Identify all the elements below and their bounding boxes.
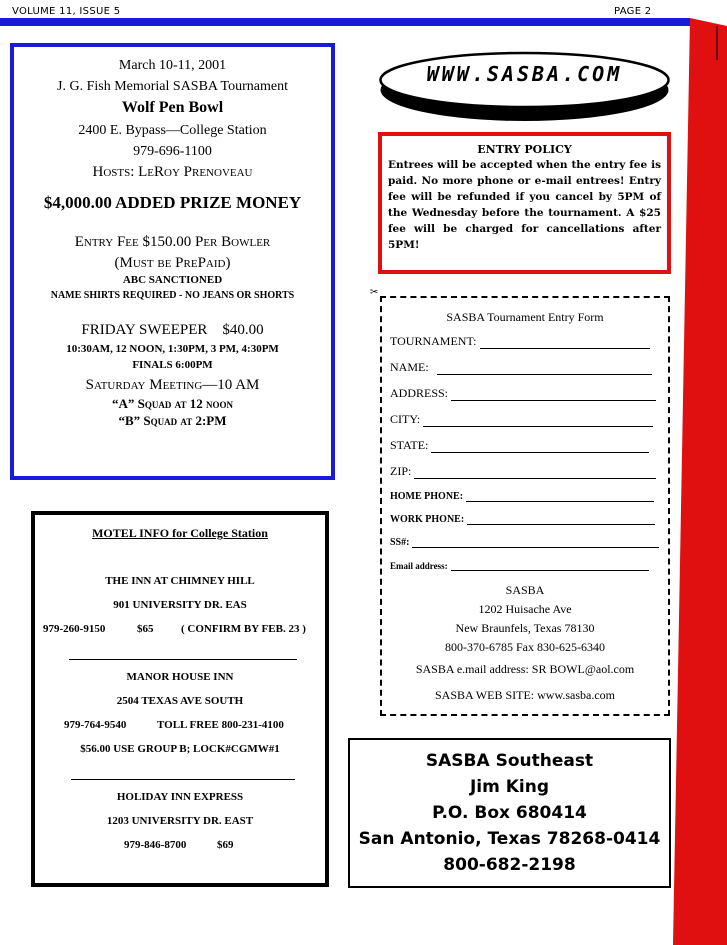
ss-field[interactable] <box>390 536 659 548</box>
motel-1-address: 901 UNIVERSITY DR. EAS <box>113 599 247 611</box>
sasba-org: SASBA <box>505 583 545 597</box>
southeast-title: SASBA Southeast <box>425 751 594 771</box>
dress-code: NAME SHIRTS REQUIRED - NO JEANS OR SHORTS <box>50 290 295 302</box>
ss-line[interactable] <box>412 536 659 548</box>
tournament-name: J. G. Fish Memorial SASBA Tournament <box>57 78 288 94</box>
ss-label: SS#: <box>390 537 410 548</box>
hosts: Hosts: LeRoy Prenoveau <box>92 164 253 180</box>
divider <box>71 779 295 780</box>
home-phone-field[interactable] <box>390 490 654 502</box>
motel-2-note: $56.00 USE GROUP B; LOCK#CGMW#1 <box>80 743 280 755</box>
prize-money: $4,000.00 ADDED PRIZE MONEY <box>43 192 302 212</box>
email-line[interactable] <box>451 559 649 571</box>
name-label: NAME: <box>390 360 429 374</box>
motel-3-address: 1203 UNIVERSITY DR. EAST <box>106 815 254 827</box>
email-label: Email address: <box>390 561 448 571</box>
entry-policy-text: Entrees will be accepted when the entry fee is paid. No more phone or e-mail entrees! Entry fee will be refunded if you cancel by 5PM of the Wednesday before the tournament. A $25 fee will be charged for cancellations after 5PM! <box>388 159 661 251</box>
prepaid-note: (Must be PrePaid) <box>114 254 231 271</box>
scissors-icon: ✂ <box>370 287 379 298</box>
squad-a: “A” Squad at 12 noon <box>112 395 233 411</box>
motel-2-address: 2504 TEXAS AVE SOUTH <box>116 695 244 707</box>
home-phone-line[interactable] <box>466 490 654 502</box>
name-field[interactable] <box>390 360 652 375</box>
southeast-contact: Jim King <box>469 777 550 797</box>
motel-info-box <box>31 511 329 887</box>
southeast-po-box: P.O. Box 680414 <box>432 803 587 823</box>
address-line[interactable] <box>451 389 656 401</box>
home-phone-label: HOME PHONE: <box>390 491 464 502</box>
state-field[interactable] <box>390 438 649 453</box>
sasba-phones: 800-370-6785 Fax 830-625-6340 <box>445 640 605 654</box>
event-dates: March 10-11, 2001 <box>118 58 227 73</box>
southeast-city: San Antonio, Texas 78268-0414 <box>358 829 661 849</box>
entry-policy-title: ENTRY POLICY <box>477 143 572 156</box>
city-field[interactable] <box>390 412 653 427</box>
volume-label: VOLUME 11, ISSUE 5 <box>12 6 121 17</box>
tournament-label: TOURNAMENT: <box>390 334 477 348</box>
venue-address: 2400 E. Bypass—College Station <box>78 123 267 138</box>
abc-sanctioned: ABC SANCTIONED <box>122 273 223 286</box>
state-line[interactable] <box>431 441 649 453</box>
sasba-citystate: New Braunfels, Texas 78130 <box>455 621 595 635</box>
address-field[interactable] <box>390 386 656 401</box>
entry-form <box>380 296 670 716</box>
motel-3-name: HOLIDAY INN EXPRESS <box>116 791 244 803</box>
event-info-box <box>10 43 335 480</box>
city-line[interactable] <box>423 415 653 427</box>
website-link[interactable]: WWW.SASBA.COM <box>426 62 623 86</box>
city-label: CITY: <box>390 412 421 426</box>
sasba-address <box>382 581 668 657</box>
motel-2-name: MANOR HOUSE INN <box>126 671 234 683</box>
tournament-line[interactable] <box>480 337 650 349</box>
zip-field[interactable] <box>390 464 656 479</box>
motel-title: MOTEL INFO for College Station <box>92 526 268 540</box>
venue-phone: 979-696-1100 <box>133 143 212 159</box>
zip-line[interactable] <box>414 467 656 479</box>
venue-name: Wolf Pen Bowl <box>121 99 224 116</box>
saturday-meeting: Saturday Meeting—10 AM <box>85 377 260 393</box>
sasba-southeast-box <box>348 738 671 888</box>
sweeper-times: 10:30AM, 12 NOON, 1:30PM, 3 PM, 4:30PM <box>66 342 279 355</box>
motel-2-tollfree: TOLL FREE 800-231-4100 <box>157 719 284 731</box>
friday-sweeper: FRIDAY SWEEPER $40.00 <box>81 321 264 338</box>
motel-2-phone: 979-764-9540 <box>64 719 127 731</box>
work-phone-line[interactable] <box>467 513 655 525</box>
divider <box>69 659 297 660</box>
finals-time: FINALS 6:00PM <box>132 359 213 372</box>
zip-label: ZIP: <box>390 464 412 478</box>
work-phone-label: WORK PHONE: <box>390 514 465 525</box>
state-label: STATE: <box>390 438 429 452</box>
page-number: PAGE 2 <box>614 6 652 17</box>
entry-form-title: SASBA Tournament Entry Form <box>446 310 604 324</box>
entry-fee: Entry Fee $150.00 Per Bowler <box>74 234 271 250</box>
motel-1-name: THE INN AT CHIMNEY HILL <box>105 575 255 587</box>
motel-1-phone: 979-260-9150 <box>43 623 106 635</box>
squad-b: “B” Squad at 2:PM <box>118 413 227 428</box>
motel-3-phone: 979-846-8700 <box>124 839 187 851</box>
sasba-street: 1202 Huisache Ave <box>478 602 572 616</box>
motel-3-rate: $69 <box>217 839 234 851</box>
email-field[interactable] <box>390 559 649 571</box>
header-bar <box>0 18 690 26</box>
motel-1-note: ( CONFIRM BY FEB. 23 ) <box>181 623 306 635</box>
motel-1-rate: $65 <box>137 623 154 635</box>
name-line[interactable] <box>437 363 652 375</box>
sasba-website: SASBA WEB SITE: www.sasba.com <box>435 688 615 702</box>
sasba-email: SASBA e.mail address: SR BOWL@aol.com <box>415 662 635 676</box>
work-phone-field[interactable] <box>390 513 655 525</box>
tournament-field[interactable] <box>390 334 650 349</box>
southeast-phone: 800-682-2198 <box>443 855 576 875</box>
address-label: ADDRESS: <box>390 386 449 400</box>
entry-policy-box <box>378 132 671 274</box>
